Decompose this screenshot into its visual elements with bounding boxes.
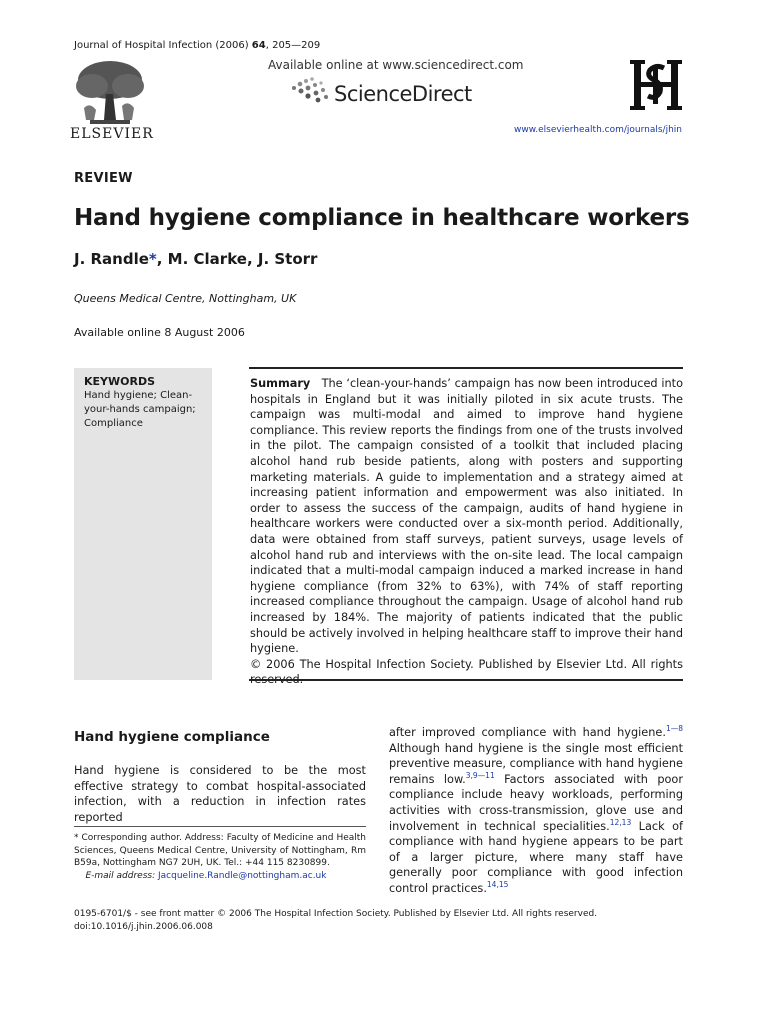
- footnote-text: * Corresponding author. Address: Faculty of Medicine and Health Sciences, Queens Medical Centre, University of Nottingham, Rm B59a, Nottingham NG7 2UH, UK. Tel.: +44 115 8230899.: [74, 833, 366, 869]
- corresponding-footnote: [74, 832, 366, 882]
- reference-link[interactable]: 3,9—11: [465, 771, 495, 781]
- col2-text-c: Factors associated with poor compliance include heavy workloads, performing activities with cross-transmission, glove use and involvement in technical specialities.: [389, 772, 683, 833]
- hospital-infection-society-logo: [628, 58, 684, 112]
- author-list: [74, 250, 317, 268]
- col2-text-d: Lack of compliance with hand hygiene appears to be part of a larger picture, where many staff have generally poor compliance with good infection control practices.: [389, 819, 683, 895]
- summary-top-rule: [249, 367, 683, 369]
- summary-bottom-rule: [249, 679, 683, 681]
- article-title: Hand hygiene compliance in healthcare workers: [74, 205, 690, 231]
- journal-citation: [74, 40, 320, 51]
- body-column-left: Hand hygiene is considered to be the most effective strategy to combat hospital-associated infection, with a reduction in infection rates reported: [74, 764, 366, 824]
- summary-text: The ‘clean-your-hands’ campaign has now been introduced into hospitals in England but it was initially piloted in six acute trusts. The campaign was multi-modal and aimed to improve hand hygiene compliance. This review reports the findings from one of the trusts involved in the pilot. The campaign consisted of a toolkit that included placing alcohol hand rub beside patients, along with posters and supporting marketing materials. A guide to implementation and a strategy aimed at increasing patient information and empowerment was also initiated. In order to assess the success of the campaign, audits of hand hygiene in healthcare workers were conducted over a six-month period. Additionally, data were obtained from staff surveys, patient surveys, usage levels of alcohol hand rub and interviews with the on-site lead. The local campaign indicated that a multi-modal campaign induced a marked increase in hand hygiene compliance (from 32% to 63%), with 74% of staff reporting increased compliance throughout the campaign. Usage of alcohol hand rub increased by 184%. The majority of patients indicated that the public should be actively involved in helping healthcare staff to improve their hand hygiene.: [250, 377, 683, 656]
- corresponding-author-link[interactable]: *: [148, 250, 157, 268]
- reference-link[interactable]: 12,13: [609, 817, 632, 827]
- section-heading: Hand hygiene compliance: [74, 729, 270, 745]
- sciencedirect-wordmark: ScienceDirect: [334, 82, 472, 106]
- journal-url-link[interactable]: www.elsevierhealth.com/journals/jhin: [514, 125, 682, 135]
- front-matter-line: 0195-6701/$ - see front matter © 2006 The Hospital Infection Society. Published by Elsevier Ltd. All rights reserved.: [74, 909, 598, 919]
- sciencedirect-dots-icon: [288, 74, 334, 106]
- reference-link[interactable]: 1—8: [665, 724, 683, 734]
- author-randle: J. Randle: [74, 250, 149, 268]
- col2-text-b: Although hand hygiene is the single most efficient preventive measure, compliance with hand hygiene remains low.: [389, 741, 683, 786]
- article-type: REVIEW: [74, 171, 133, 186]
- keywords-box: [74, 368, 212, 680]
- publisher-name: ELSEVIER: [70, 126, 154, 142]
- footnote-rule: [74, 826, 366, 827]
- email-label: E-mail address:: [85, 870, 156, 881]
- reference-link[interactable]: 14,15: [486, 880, 509, 890]
- journal-volume: 64: [251, 40, 266, 51]
- summary-abstract: [250, 376, 683, 688]
- available-date: Available online 8 August 2006: [74, 326, 245, 339]
- keywords-text: Hand hygiene; Clean-your-hands campaign; Compliance: [84, 390, 196, 429]
- body-column-right: [389, 725, 683, 897]
- journal-name: Journal of Hospital Infection (2006): [74, 40, 249, 51]
- affiliation: Queens Medical Centre, Nottingham, UK: [74, 292, 297, 305]
- col2-text-a: after improved compliance with hand hygiene.: [389, 726, 666, 739]
- authors-other: , M. Clarke, J. Storr: [156, 250, 318, 268]
- doi: doi:10.1016/j.jhin.2006.06.008: [74, 922, 213, 932]
- available-online-text: Available online at www.sciencedirect.com: [268, 58, 524, 72]
- summary-copyright: © 2006 The Hospital Infection Society. Published by Elsevier Ltd. All rights: [250, 657, 683, 671]
- summary-label: Summary: [250, 377, 311, 390]
- journal-pages: , 205—209: [265, 40, 321, 51]
- email-link[interactable]: Jacqueline.Randle@nottingham.ac.uk: [158, 870, 327, 881]
- elsevier-tree-logo: [70, 58, 148, 128]
- keywords-heading: KEYWORDS: [84, 375, 156, 388]
